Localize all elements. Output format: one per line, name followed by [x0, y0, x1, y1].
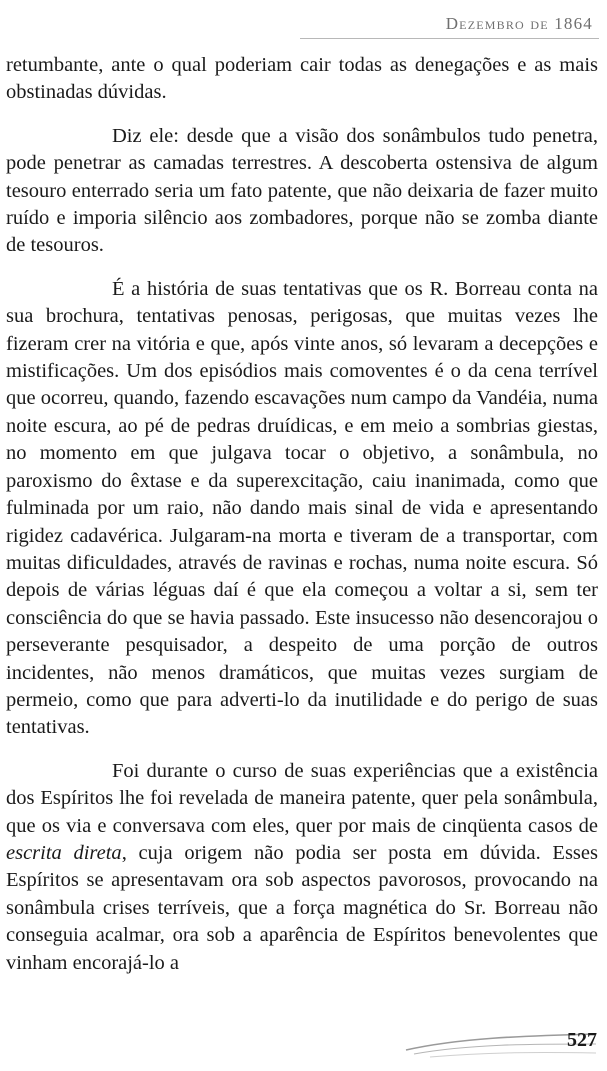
- paragraph-espiritos: [6, 758, 598, 977]
- header-rule: [300, 38, 599, 39]
- paragraph-sonambulos: Diz ele: desde que a visão dos sonâmbulos tudo penetra, pode penetrar as camadas terrestres. A descoberta ostensiva de algum tesouro enterrado seria um fato patente, que não deixaria de fazer muito ruído e imporia silêncio aos zombadores, porque não se zomba diante de tesouros.: [6, 124, 598, 257]
- page-number: 527: [567, 1029, 597, 1051]
- italic-escrita-direta: escrita direta: [6, 841, 122, 864]
- paragraph-espiritos-part-2: , cuja origem não podia ser posta em dúvida. Esses Espíritos se apresentavam ora sob aspectos pavorosos, provocando na sonâmbula crises terríveis, que a força magnética do Sr. Borreau não conseguia acalmar, ora sob a aparência de Espíritos benevolentes que vinham encorajá-lo a: [6, 841, 598, 974]
- paragraph-continuation: retumbante, ante o qual poderiam cair todas as denegações e as mais obstinadas dúvidas.: [6, 54, 598, 104]
- running-header: Dezembro de 1864: [445, 14, 593, 33]
- paragraph-espiritos-part-1: Foi durante o curso de suas experiências que a existência dos Espíritos lhe foi revelada de maneira patente, quer pela sonâmbula, que os via e conversava com eles, quer por mais de cinqüenta casos de: [6, 759, 598, 837]
- page-body: [6, 52, 598, 993]
- paragraph-tentativas: É a história de suas tentativas que os R. Borreau conta na sua brochura, tentativas penosas, perigosas, que muitas vezes lhe fizeram crer na vitória e que, após vinte anos, só levaram a decepções e mistificações. Um dos episódios mais comoventes é o da cena terrível que ocorreu, quando, fazendo escavações num campo da Vandéia, numa noite escura, ao pé de pedras druídicas, e em meio a sombrias giestas, no momento em que julgava tocar o objetivo, a sonâmbula, no paroxismo do êxtase e da superexcitação, caiu inanimada, como que fulminada por um raio, não dando mais sinal de vida e apresentando rigidez cadavérica. Julgaram-na morta e tiveram de a transportar, com muitas dificuldades, através de ravinas e rochas, numa noite escura. Só depois de várias léguas daí é que ela começou a voltar a si, sem ter consciência do que se havia passado. Este insucesso não desencorajou o perseverante pesquisador, a despeito de uma porção de outros incidentes, não menos dramáticos, que muitas vezes surgiam de permeio, como que para adverti-lo da inutilidade e do perigo de suas tentativas.: [6, 277, 598, 739]
